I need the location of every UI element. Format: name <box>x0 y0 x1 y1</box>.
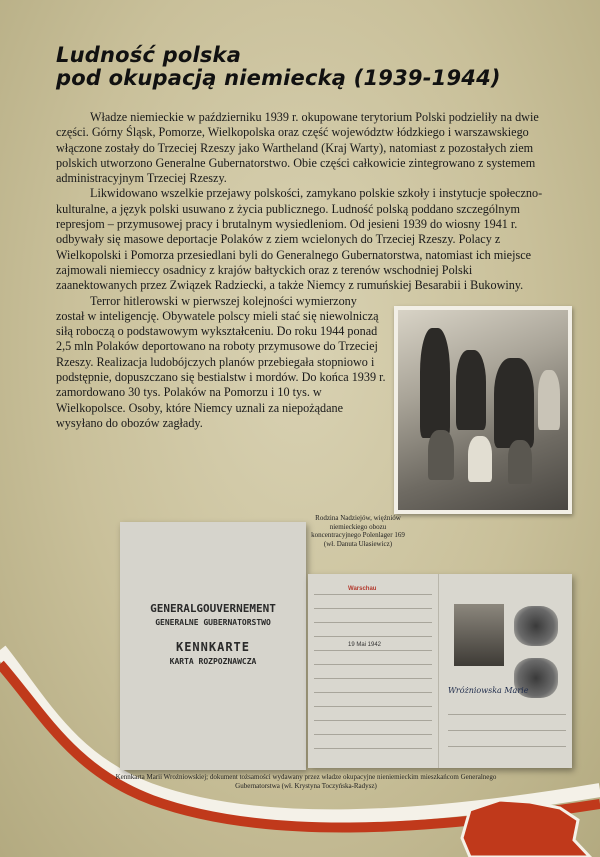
title-line-2: pod okupacją niemiecką (1939-1944) <box>56 66 501 90</box>
cover-line-3: KENNKARTE <box>175 640 251 654</box>
photo-caption: Rodzina Nadziejów, więźniów niemieckiego obozu koncentracyjnego Polenlager 169 (wł. Danuta Ułasiewicz) <box>311 514 405 548</box>
family-photo <box>394 306 572 514</box>
paragraph-2: Likwidowano wszelkie przejawy polskości, zamykano polskie szkoły i instytucje społeczno-kulturalne, a język polski usuwano z życia publicznego. Ludność polską poddano szczególnym represjom – przymusowej pracy i brutalnym wysiedleniom. Od jesieni 1939 do wiosny 1941 r. odbywały się masowe deportacje Polaków z ziem wcielonych do Trzeciej Rzeszy. Polacy z Wielkopolski i Pomorza przesiedlani byli do Generalnego Gubernatorstwa, natomiast ich miejsce zajmowali niemieccy osadnicy z krajów bałtyckich oraz z terenów wschodniej Polski zaanektowanych przez Związek Radziecki, a także Niemcy z rumuńskiej Besarabii i Bukowiny. <box>56 186 543 293</box>
paragraph-3: Terror hitlerowski w pierwszej kolejności wymierzony został w inteligencję. Obywatele polscy mieli stać się niewolniczą siłą roboczą o podstawowym wykształceniu. Do roku 1944 ponad 2,5 mln Polaków deportowano na roboty przymusowe do Trzeciej Rzeszy. Realizacja ludobójczych planów przebiegała stopniowo i podstępnie, dopuszczano się bestialstw i mordów. Do końca 1939 r. zamordowano 30 tys. Polaków na Pomorzu i 10 tys. w Wielkopolsce. Osoby, które Niemcy uznali za niepożądane wysyłano do obozów zagłady. <box>56 293 386 430</box>
kennkarte-form-fields <box>308 574 439 768</box>
cover-line-2: GENERALNE GUBERNATORSTWO <box>155 618 271 627</box>
page-title <box>56 44 501 90</box>
cover-line-1: GENERALGOUVERNEMENT <box>150 602 276 615</box>
kennkarte-cover <box>120 522 306 770</box>
title-line-1: Ludność polska <box>56 43 242 67</box>
issue-date: 19 Mai 1942 <box>348 642 382 648</box>
signature: Wróżniowska Marie <box>448 686 529 695</box>
stamp-text: Warschau <box>348 586 377 592</box>
kennkarte-inner <box>308 574 572 768</box>
id-portrait <box>454 604 504 666</box>
document-caption: Kennkarta Marii Wroźniowskiej; dokument tożsamości wydawany przez władze okupacyjne nieniemieckim mieszkańcom Generalnego Gubernatorstwa (wł. Krystyna Toczyńska-Radysz) <box>115 773 497 790</box>
paragraph-1: Władze niemieckie w październiku 1939 r. okupowane terytorium Polski podzieliły na dwie części. Górny Śląsk, Pomorze, Wielkopolska oraz część województw łódzkiego i warszawskiego włączone zostały do Trzeciej Rzeszy jako Wartheland (Kraj Warty), natomiast z pozostałych ziem polskich utworzono Generalne Gubernatorstwo. Obie części całkowicie zintegrowano z systemem administracyjnym Trzeciej Rzeszy. <box>56 110 539 186</box>
fingerprint-left <box>514 606 558 646</box>
cover-line-4: KARTA ROZPOZNAWCZA <box>169 657 257 666</box>
